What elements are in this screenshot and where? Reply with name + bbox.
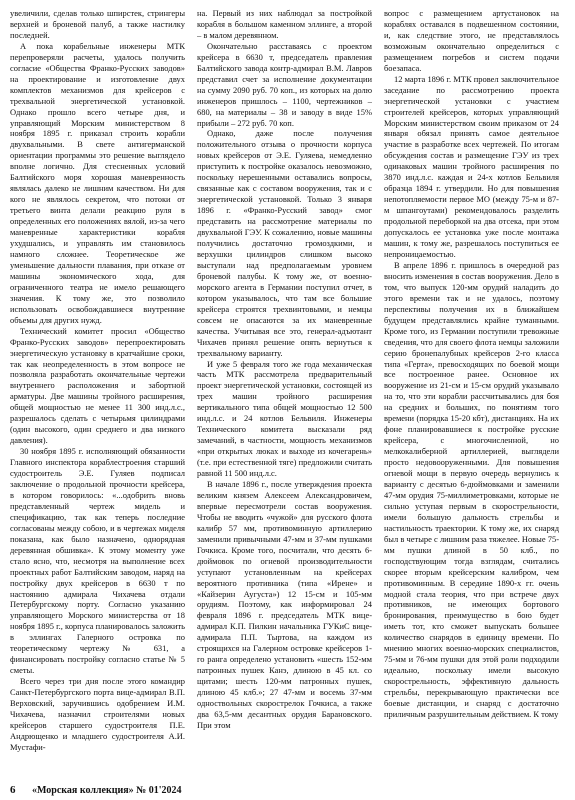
paragraph: Всего через три дня после этого командир Санкт-Петербургского порта вице-адмирал В.П. Верховский, заручившись одобрением И.М. Чихачева, назначил строителями новых крейсеров старшего судостроителя П.Е. Андрющенко и младшего судостроителя А.И. Мустафи-	[10, 676, 185, 752]
paragraph: вопрос с размещением артустановок на кораблях оставался в подвешенном состоянии, и, как следствие этого, не представлялось возможным окончательно определиться с размещением погребов и систем подачи боезапаса.	[384, 8, 559, 73]
paragraph: В апреле 1896 г. пришлось в очередной раз вносить изменения в состав вооружения. Дело в том, что выпуск 120-мм орудий наладить до этого времени так и не удалось, поэтому перспективы получения их в ближайшем будущем представлялись крайне туманными. Кроме того, из Германии поступили тревожные сведения, что для своего флота немцы заложили серию бронепалубных крейсеров 2-го класса типа «Герта», превосходящих по боевой мощи все построенное ранее. Основное их вооружение из 21-см и 15-см орудий указывало на то, что эти корабли рассчитывались для боя на средних и больших, по понятиям того времени (порядка 15-20 кбт), дистанциях. На их фоне планировавшиеся к постройке русские крейсера, с многочисленной, но мелкокалиберной артиллерией, выглядели просто недовооруженными. Для повышения огневой мощи в первую очередь вернулись к варианту с десятью 6-дюймовками и заменили 47-мм орудия 75-миллиметровками, которые не сильно уступая первым в скорострельности, имели большую дальность стрельбы и настильность траектории. К тому же, их снаряд был в четыре с лишним раза тяжелее. Новые 75-мм пушки длиной в 50 клб., по господствующим тогда взглядам, считались скорее вторым крейсерским калибром, чем противоминным. В середине 1890-х гг. очень модной стала теория, что при встрече двух противников, не имеющих бортового бронирования, преимущество в бою будет иметь тот, кто сможет выпускать большее количество снарядов в единицу времени. По мнению многих военно-морских специалистов, 75-мм и 76-мм пушки для этой роли подходили идеально, поскольку имели высокую скорострельность, эффективную дальность стрельбы, перекрывающую практически все боевые дистанции, и снаряд с достаточно приличным разрушительным действием. К тому	[384, 259, 559, 719]
text-column-3	[384, 8, 559, 778]
article-page	[10, 8, 565, 778]
journal-title: «Морская коллекция» № 01'2024	[32, 785, 182, 796]
paragraph: В начале 1896 г., после утверждения проекта великим князем Алексеем Александровичем, впервые пересмотрели состав вооружения. Чтобы не вводить «чужой» для русского флота калибр 57 мм, противоминную артиллерию заменили привычными 47-мм и 37-мм пушками Гочкиса. Кроме того, посчитали, что десять 6-дюймовок по огневой производительности уступают установленным на крейсерах вероятного противника (типа «Ирене» и «Кайзерин Аугуста») 12 15-см и 105-мм орудиям. Поэтому, как информировал 24 февраля 1896 г. председатель МТК вице-адмирал К.П. Пилкин начальника ГУКиС вице-адмирала П.П. Тыртова, на каждом из строящихся на Галерном островке крейсеров 1-го ранга определено установить «шесть 152-мм патронных пушек Канэ, длиною в 45 кл. со щитами; шесть 120-мм патронных пушек, длиною 45 клб.»; 27 47-мм и восемь 37-мм одноствольных скорострелок Гочкиса, а также два 63,5-мм десантных орудия Барановского. При этом	[197, 478, 372, 730]
page-number: 6	[10, 784, 16, 796]
paragraph: Технический комитет просил «Общество Франко-Русских заводов» перепроектировать энергетическую установку в кратчайшие сроки, так как неопределенность в этом вопросе не позволяла разработать окончательные чертежи внутреннего расположения и забортной арматуры. Две машины тройного расширения, общей мощностью не менее 11 300 инд.л.с., разрешалось сделать с четырьмя цилиндрами (один высокого, один среднего и два низкого давления).	[10, 325, 185, 446]
paragraph: на. Первый из них наблюдал за постройкой корабля в большом каменном эллинге, а второй – в малом деревянном.	[197, 8, 372, 40]
paragraph: А пока корабельные инженеры МТК перепроверяли расчеты, удалось получить согласие «Общества Франко-Русских заводов» на проектирование и изготовление двух комплектов механизмов для крейсеров с трехвальной энергетической установкой. Однако прошло всего четыре дня, и управляющий Морским министерством 8 ноября 1895 г. приказал строить корабли двухвальными. В свете антигерманской ориентации программы это решение выглядело вполне логично. Для стесненных условий Балтийского моря хорошая маневренность являлась далеко не лишним качеством. Ни для кого не являлось секретом, что потоки от третьего винта делали реакцию руля в определенных его положениях вялой, из-за чего маневренные характеристики корабля ухудшались, и управлять им становилось намного сложнее. Теоретическое же уменьшение дальности плавания, при отказе от машины экономического хода, для ограниченного театра не имело решающего значения. К тому же, это позволило использовать освобождавшиеся внутренние объемы для других нужд.	[10, 40, 185, 325]
text-column-2	[197, 8, 372, 778]
paragraph: И уже 5 февраля того же года механическая часть МТК рассмотрела предварительный проект энергетической установки, состоящей из трех машин тройного расширения вертикального типа общей мощностью 12 500 инд.л.с. и 24 котлов Бельвиля. Инженеры Технического комитета высказали ряд замечаний, в частности, мощность механизмов «при открытых люках и выходе из кочегарень» (т.е. при естественной тяге) предложили считать равной 11 500 инд.л.с.	[197, 358, 372, 479]
paragraph: увеличили, сделав только шпирстек, стрингеры верхней и броневой палуб, а также настилку последней.	[10, 8, 185, 40]
paragraph: Однако, даже после получения положительного отзыва о прочности корпуса новых крейсеров от Э.Е. Гуляева, немедленно приступить к постройке оказалось невозможно, поскольку нерешенными оставались вопросы, связанные как с составом вооружения, так и с энергетической установкой. Только 3 января 1896 г. «Франко-Русский завод» смог представить на рассмотрение материалы по двухвальной ГЭУ. К сожалению, новые машины получились достаточно громоздкими, и верхушки цилиндров слишком высоко выступали над предполагаемым уровнем броневой палубы. К тому же, от военно-морского агента в Германии поступил отчет, в котором указывалось, что там все большие крейсера строятся трехвинтовыми, и немцы совсем не опасаются за их маневренные качества. Учитывая все это, генерал-адъютант Чихачев принял решение опять вернуться к трехвальному варианту.	[197, 128, 372, 358]
text-column-1	[10, 8, 185, 778]
paragraph: 12 марта 1896 г. МТК провел заключительное заседание по рассмотрению проекта энергетической установки с участием строителей крейсеров, которых управляющий Морским министерством своим приказом от 24 января обязал принять самое деятельное участие в разработке всех чертежей. По итогам обсуждения состав и размещение ГЭУ из трех одинаковых машин тройного расширения по 3870 инд.л.с. каждая и 24-х котлов Бельвиля образца 1894 г. утвердили. Но для повышения непотопляемости первое МО (между 75-м и 87-м шпангоутами) рекомендовалось разделить продольной переборкой на два отсека, при этом допускалось ее установка уже после монтажа машин, к тому же, разрешалось поступиться ее непроницаемостью.	[384, 73, 559, 259]
paragraph: 30 ноября 1895 г. исполняющий обязанности Главного инспектора кораблестроения старший судостроитель Э.Е. Гуляев подписал заключение о продольной прочности крейсера, в котором говорилось: «...одобрить вновь представленный чертеж мидель и спецификацию, так как теперь последние согласованы между собою, и в чертежах миделя показана, как было назначено, однорядная деревянная обшивка». К этому моменту уже стало ясно, что, несмотря на выполнение всех проектных работ Балтийским заводом, наряд на постройку двух крейсеров в 6630 т по настоянию адмирала Чихачева отдали Петербургскому порту. Согласно указанию управляющего Морского министерства от 18 ноября 1895 г., корпуса планировалось заложить в эллингах Галерного островка по теоретическому чертежу № 631, а финансировать постройку согласно статье № 5 сметы.	[10, 446, 185, 676]
page-footer	[10, 784, 565, 798]
paragraph: Окончательно расставаясь с проектом крейсера в 6630 т, председатель правления Балтийского завода контр-адмирал В.М. Лавров представил счет за исполнение документации на сумму 2090 руб. 70 коп., из которых на долю инженеров пришлось – 1100, чертежников – 680, на материалы – 38 и заводу в виде 15% прибыли – 272 руб. 70 коп.	[197, 40, 372, 128]
